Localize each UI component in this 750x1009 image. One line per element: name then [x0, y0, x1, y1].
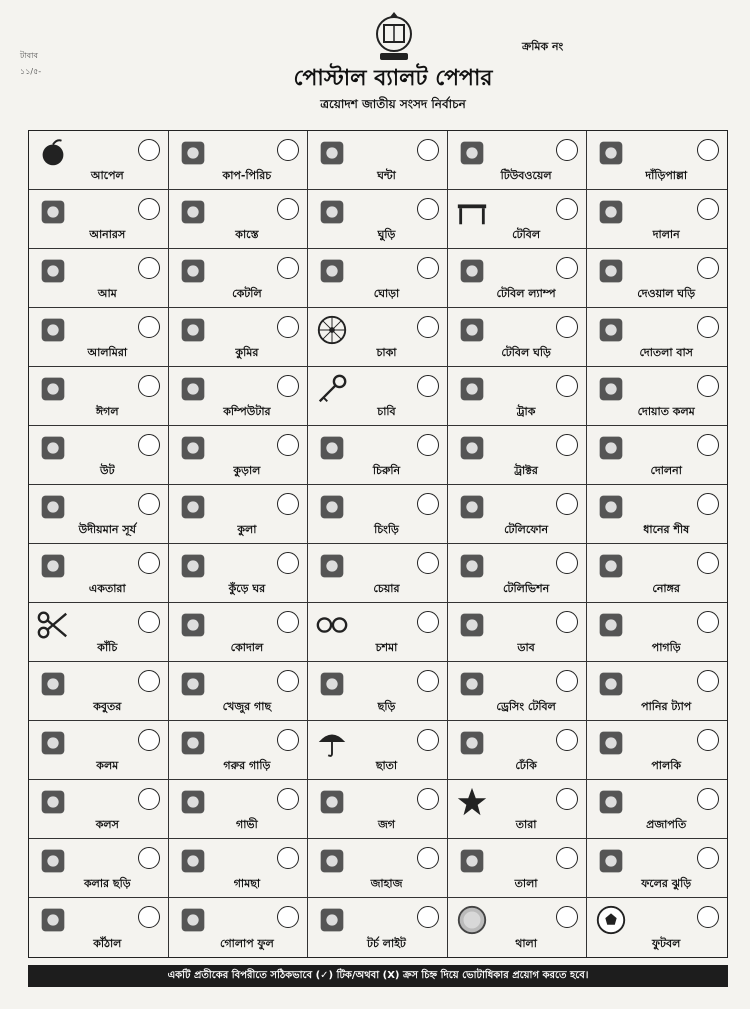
vote-mark-circle[interactable]	[138, 375, 160, 397]
butterfly-icon	[593, 785, 629, 819]
symbol-cell	[308, 367, 448, 426]
symbol-cell	[308, 898, 448, 957]
ektara-icon	[35, 549, 71, 583]
symbol-cell	[587, 898, 727, 957]
symbol-label: কবুতর	[93, 700, 122, 713]
symbol-label: ছড়ি	[377, 700, 396, 713]
symbol-label: চাকা	[376, 346, 397, 359]
comb-icon	[314, 431, 350, 465]
symbol-label: ডাব	[517, 641, 535, 654]
coconut-icon	[454, 608, 490, 642]
water-tap-icon	[593, 667, 629, 701]
computer-icon	[175, 372, 211, 406]
walking-stick-icon	[314, 667, 350, 701]
vote-mark-circle[interactable]	[277, 906, 299, 928]
symbol-label: কুলা	[237, 523, 257, 536]
vote-mark-circle[interactable]	[556, 139, 578, 161]
symbol-label: ফলের ঝুড়ি	[641, 877, 692, 890]
wheel-icon	[314, 313, 350, 347]
symbol-label: চিংড়ি	[374, 523, 399, 536]
hut-icon	[175, 549, 211, 583]
vote-mark-circle[interactable]	[277, 670, 299, 692]
jackfruit-icon	[35, 903, 71, 937]
building-icon	[593, 195, 629, 229]
symbol-cell	[29, 426, 169, 485]
vote-mark-circle[interactable]	[556, 611, 578, 633]
vote-mark-circle[interactable]	[556, 788, 578, 810]
vote-mark-circle[interactable]	[697, 198, 719, 220]
symbol-cell	[29, 544, 169, 603]
symbol-label: ঢেঁকি	[515, 759, 537, 772]
rising-sun-icon	[35, 490, 71, 524]
vote-mark-circle[interactable]	[138, 434, 160, 456]
symbol-label: কাঁঠাল	[93, 937, 122, 950]
symbol-cell	[308, 190, 448, 249]
mango-icon	[35, 254, 71, 288]
vote-mark-circle[interactable]	[277, 788, 299, 810]
symbol-cell	[29, 898, 169, 957]
vote-mark-circle[interactable]	[417, 847, 439, 869]
date-palm-icon	[175, 667, 211, 701]
vote-mark-circle[interactable]	[697, 729, 719, 751]
paddy-sheaf-icon	[593, 490, 629, 524]
symbol-cell	[587, 190, 727, 249]
vote-mark-circle[interactable]	[697, 257, 719, 279]
symbol-cell	[587, 131, 727, 190]
vote-mark-circle[interactable]	[697, 139, 719, 161]
sickle-icon	[175, 195, 211, 229]
symbol-label: টর্চ লাইট	[367, 937, 406, 950]
symbol-grid	[28, 130, 728, 958]
symbol-cell	[448, 308, 588, 367]
vote-mark-circle[interactable]	[556, 729, 578, 751]
symbol-label: চাবি	[377, 405, 396, 418]
vote-mark-circle[interactable]	[556, 670, 578, 692]
symbol-cell	[169, 367, 309, 426]
symbol-cell	[29, 603, 169, 662]
vote-mark-circle[interactable]	[556, 493, 578, 515]
symbol-label: আম	[97, 287, 117, 300]
symbol-cell	[169, 190, 309, 249]
table-lamp-icon	[454, 254, 490, 288]
symbol-label: জগ	[377, 818, 396, 831]
symbol-cell	[308, 780, 448, 839]
corner-mark-bottom: ১১/৫-	[20, 67, 42, 76]
cow-icon	[175, 785, 211, 819]
symbol-label: উট	[100, 464, 115, 477]
symbol-cell	[29, 662, 169, 721]
symbol-cell	[448, 367, 588, 426]
vote-mark-circle[interactable]	[277, 139, 299, 161]
vote-mark-circle[interactable]	[138, 670, 160, 692]
symbol-label: কোদাল	[230, 641, 264, 654]
symbol-label: গোলাপ ফুল	[220, 937, 274, 950]
tractor-icon	[454, 431, 490, 465]
vote-mark-circle[interactable]	[697, 906, 719, 928]
symbol-label: পানির ট্যাপ	[641, 700, 692, 713]
symbol-cell	[169, 898, 309, 957]
symbol-label: খেজুর গাছ	[222, 700, 272, 713]
vote-mark-circle[interactable]	[138, 611, 160, 633]
symbol-cell	[448, 131, 588, 190]
vote-mark-circle[interactable]	[277, 434, 299, 456]
symbol-label: তারা	[515, 818, 537, 831]
vote-mark-circle[interactable]	[277, 729, 299, 751]
symbol-label: নোঙ্গর	[652, 582, 680, 595]
vote-mark-circle[interactable]	[277, 552, 299, 574]
symbol-label: গামছা	[233, 877, 261, 890]
symbol-cell	[29, 721, 169, 780]
almirah-icon	[35, 313, 71, 347]
symbol-label: কলম	[96, 759, 119, 772]
crocodile-icon	[175, 313, 211, 347]
spade-icon	[175, 608, 211, 642]
symbol-label: দেওয়াল ঘড়ি	[637, 287, 696, 300]
vote-mark-circle[interactable]	[556, 257, 578, 279]
symbol-cell	[587, 839, 727, 898]
symbol-label: দোলনা	[650, 464, 682, 477]
symbol-cell	[308, 544, 448, 603]
vote-mark-circle[interactable]	[138, 847, 160, 869]
symbol-label: একতারা	[88, 582, 126, 595]
vote-mark-circle[interactable]	[277, 847, 299, 869]
camel-icon	[35, 431, 71, 465]
pineapple-icon	[35, 195, 71, 229]
symbol-label: টেলিফোন	[504, 523, 549, 536]
vote-mark-circle[interactable]	[697, 375, 719, 397]
symbol-cell	[29, 131, 169, 190]
symbol-cell	[169, 485, 309, 544]
pitcher-icon	[35, 785, 71, 819]
vote-mark-circle[interactable]	[138, 316, 160, 338]
swing-icon	[593, 431, 629, 465]
vote-mark-circle[interactable]	[277, 198, 299, 220]
symbol-cell	[169, 780, 309, 839]
symbol-label: দোতলা বাস	[639, 346, 693, 359]
table-icon	[454, 195, 490, 229]
symbol-label: ঘন্টা	[377, 169, 396, 182]
vote-mark-circle[interactable]	[417, 434, 439, 456]
symbol-cell	[308, 839, 448, 898]
symbol-cell	[587, 780, 727, 839]
symbol-label: দালান	[652, 228, 680, 241]
tubewell-icon	[454, 136, 490, 170]
anchor-icon	[593, 549, 629, 583]
symbol-cell	[169, 249, 309, 308]
symbol-label: প্রজাপতি	[646, 818, 687, 831]
symbol-cell	[308, 662, 448, 721]
vote-mark-circle[interactable]	[138, 788, 160, 810]
symbol-label: আনারস	[89, 228, 126, 241]
table-clock-icon	[454, 313, 490, 347]
horse-icon	[314, 254, 350, 288]
symbol-label: ধানের শীষ	[643, 523, 690, 536]
symbol-cell	[29, 190, 169, 249]
vote-mark-circle[interactable]	[277, 611, 299, 633]
symbol-cell	[169, 544, 309, 603]
vote-mark-circle[interactable]	[138, 729, 160, 751]
symbol-cell	[587, 662, 727, 721]
symbol-cell	[29, 308, 169, 367]
torch-light-icon	[314, 903, 350, 937]
kite-icon	[314, 195, 350, 229]
symbol-label: কাস্তে	[235, 228, 259, 241]
vote-mark-circle[interactable]	[138, 552, 160, 574]
symbol-label: কম্পিউটার	[223, 405, 271, 418]
television-icon	[454, 549, 490, 583]
wall-clock-icon	[593, 254, 629, 288]
symbol-label: টেবিল	[512, 228, 541, 241]
symbol-label: পালকি	[651, 759, 682, 772]
vote-mark-circle[interactable]	[697, 493, 719, 515]
symbol-cell	[169, 131, 309, 190]
symbol-cell	[587, 367, 727, 426]
towel-icon	[175, 844, 211, 878]
symbol-cell	[29, 367, 169, 426]
symbol-cell	[448, 898, 588, 957]
symbol-cell	[448, 839, 588, 898]
pigeon-icon	[35, 667, 71, 701]
symbol-label: কেটলি	[232, 287, 262, 300]
symbol-cell	[169, 308, 309, 367]
symbol-label: টেবিল ল্যাম্প	[496, 287, 556, 300]
lock-icon	[454, 844, 490, 878]
turban-icon	[593, 608, 629, 642]
telephone-icon	[454, 490, 490, 524]
vote-mark-circle[interactable]	[556, 906, 578, 928]
vote-mark-circle[interactable]	[697, 788, 719, 810]
symbol-cell	[448, 662, 588, 721]
vote-mark-circle[interactable]	[556, 375, 578, 397]
symbol-cell	[308, 308, 448, 367]
symbol-cell	[29, 249, 169, 308]
shrimp-icon	[314, 490, 350, 524]
symbol-cell	[587, 544, 727, 603]
football-icon	[593, 903, 629, 937]
symbol-label: কুড়াল	[233, 464, 261, 477]
inkpot-pen-icon	[593, 372, 629, 406]
symbol-label: চেয়ার	[373, 582, 400, 595]
symbol-cell	[169, 721, 309, 780]
fruit-basket-icon	[593, 844, 629, 878]
cup-saucer-icon	[175, 136, 211, 170]
ballot-subtitle: ত্রয়োদশ জাতীয় সংসদ নির্বাচন	[320, 97, 466, 111]
symbol-label: কলস	[95, 818, 119, 831]
vote-mark-circle[interactable]	[417, 316, 439, 338]
symbol-cell	[29, 780, 169, 839]
axe-icon	[175, 431, 211, 465]
symbol-cell	[587, 426, 727, 485]
symbol-cell	[308, 485, 448, 544]
symbol-label: দাঁড়িপাল্লা	[645, 169, 688, 182]
symbol-cell	[308, 426, 448, 485]
symbol-label: কাপ-পিরিচ	[222, 169, 272, 182]
vote-mark-circle[interactable]	[417, 552, 439, 574]
symbol-label: টিউবওয়েল	[500, 169, 552, 182]
vote-mark-circle[interactable]	[417, 493, 439, 515]
symbol-label: আলমিরা	[87, 346, 128, 359]
vote-mark-circle[interactable]	[417, 198, 439, 220]
vote-mark-circle[interactable]	[417, 139, 439, 161]
symbol-label: জাহাজ	[370, 877, 403, 890]
symbol-label: ঈগল	[96, 405, 119, 418]
vote-mark-circle[interactable]	[697, 611, 719, 633]
vote-mark-circle[interactable]	[138, 198, 160, 220]
corner-mark-top: টাবাব	[20, 51, 38, 60]
symbol-cell	[448, 721, 588, 780]
vote-mark-circle[interactable]	[556, 434, 578, 456]
symbol-cell	[587, 721, 727, 780]
vote-mark-circle[interactable]	[277, 316, 299, 338]
symbol-label: চশমা	[375, 641, 398, 654]
vote-mark-circle[interactable]	[556, 198, 578, 220]
vote-mark-circle[interactable]	[417, 788, 439, 810]
star-icon	[454, 785, 490, 819]
plate-icon	[454, 903, 490, 937]
symbol-label: টেবিল ঘড়ি	[501, 346, 551, 359]
symbol-cell	[169, 603, 309, 662]
symbol-cell	[448, 603, 588, 662]
symbol-cell	[587, 485, 727, 544]
symbol-cell	[169, 839, 309, 898]
symbol-label: ড্রেসিং টেবিল	[496, 700, 556, 713]
symbol-label: ছাতা	[375, 759, 398, 772]
chair-icon	[314, 549, 350, 583]
symbol-label: কাঁচি	[97, 641, 118, 654]
eagle-icon	[35, 372, 71, 406]
vote-mark-circle[interactable]	[417, 670, 439, 692]
vote-mark-circle[interactable]	[556, 847, 578, 869]
symbol-label: উদীয়মান সূর্য	[78, 523, 136, 536]
symbol-label: ট্রাক্টর	[514, 464, 538, 477]
symbol-cell	[448, 190, 588, 249]
vote-mark-circle[interactable]	[697, 670, 719, 692]
symbol-label: দোয়াত কলম	[637, 405, 695, 418]
election-commission-crest-icon	[370, 8, 418, 66]
symbol-cell	[587, 603, 727, 662]
symbol-cell	[169, 662, 309, 721]
bullock-cart-icon	[175, 726, 211, 760]
vote-mark-circle[interactable]	[417, 906, 439, 928]
vote-mark-circle[interactable]	[697, 552, 719, 574]
symbol-cell	[308, 131, 448, 190]
vote-mark-circle[interactable]	[277, 493, 299, 515]
symbol-cell	[448, 249, 588, 308]
vote-mark-circle[interactable]	[138, 257, 160, 279]
symbol-cell	[587, 249, 727, 308]
symbol-label: গরুর গাড়ি	[223, 759, 271, 772]
symbol-label: কলার ছড়ি	[83, 877, 131, 890]
symbol-cell	[448, 544, 588, 603]
symbol-label: থালা	[515, 937, 537, 950]
vote-mark-circle[interactable]	[417, 611, 439, 633]
symbol-label: ফুটবল	[652, 937, 681, 950]
ship-icon	[314, 844, 350, 878]
vote-mark-circle[interactable]	[556, 316, 578, 338]
vote-mark-circle[interactable]	[417, 375, 439, 397]
apple-icon	[35, 136, 71, 170]
pen-icon	[35, 726, 71, 760]
symbol-cell	[169, 426, 309, 485]
dressing-table-icon	[454, 667, 490, 701]
symbol-cell	[587, 308, 727, 367]
symbol-cell	[308, 603, 448, 662]
vote-mark-circle[interactable]	[697, 316, 719, 338]
symbol-label: চিরুনি	[372, 464, 401, 477]
vote-mark-circle[interactable]	[697, 434, 719, 456]
symbol-label: টেলিভিশন	[502, 582, 550, 595]
jug-icon	[314, 785, 350, 819]
symbol-label: আপেল	[90, 169, 124, 182]
ballot-title: পোস্টাল ব্যালট পেপার	[293, 66, 493, 91]
symbol-cell	[448, 780, 588, 839]
symbol-label: কুমির	[235, 346, 259, 359]
vote-mark-circle[interactable]	[138, 493, 160, 515]
voting-instruction: একটি প্রতীকের বিপরীতে সঠিকভাবে (✓) টিক/অথবা (X) ক্রস চিহ্ন দিয়ে ভোটাধিকার প্রয়োগ করতে হবে।	[28, 965, 728, 987]
banana-bunch-icon	[35, 844, 71, 878]
symbol-cell	[29, 485, 169, 544]
symbol-label: পাগড়ি	[651, 641, 681, 654]
symbol-cell	[29, 839, 169, 898]
key-icon	[314, 372, 350, 406]
bell-icon	[314, 136, 350, 170]
symbol-cell	[448, 485, 588, 544]
symbol-label: গাভী	[236, 818, 258, 831]
vote-mark-circle[interactable]	[417, 729, 439, 751]
scale-icon	[593, 136, 629, 170]
vote-mark-circle[interactable]	[697, 847, 719, 869]
symbol-cell	[308, 721, 448, 780]
vote-mark-circle[interactable]	[138, 139, 160, 161]
symbol-label: ঘুড়ি	[377, 228, 396, 241]
serial-number-label: ক্রমিক নং	[522, 40, 564, 53]
umbrella-icon	[314, 726, 350, 760]
palanquin-icon	[593, 726, 629, 760]
vote-mark-circle[interactable]	[138, 906, 160, 928]
double-decker-bus-icon	[593, 313, 629, 347]
kettle-icon	[175, 254, 211, 288]
vote-mark-circle[interactable]	[277, 375, 299, 397]
symbol-cell	[308, 249, 448, 308]
symbol-label: কুঁড়ে ঘর	[228, 582, 266, 595]
symbol-label: ঘোড়া	[373, 287, 400, 300]
vote-mark-circle[interactable]	[417, 257, 439, 279]
scissors-icon	[35, 608, 71, 642]
winnowing-fan-icon	[175, 490, 211, 524]
symbol-label: তালা	[514, 877, 538, 890]
vote-mark-circle[interactable]	[277, 257, 299, 279]
rose-icon	[175, 903, 211, 937]
vote-mark-circle[interactable]	[556, 552, 578, 574]
dheki-icon	[454, 726, 490, 760]
truck-icon	[454, 372, 490, 406]
symbol-cell	[448, 426, 588, 485]
symbol-label: ট্রাক	[516, 405, 536, 418]
glasses-icon	[314, 608, 350, 642]
